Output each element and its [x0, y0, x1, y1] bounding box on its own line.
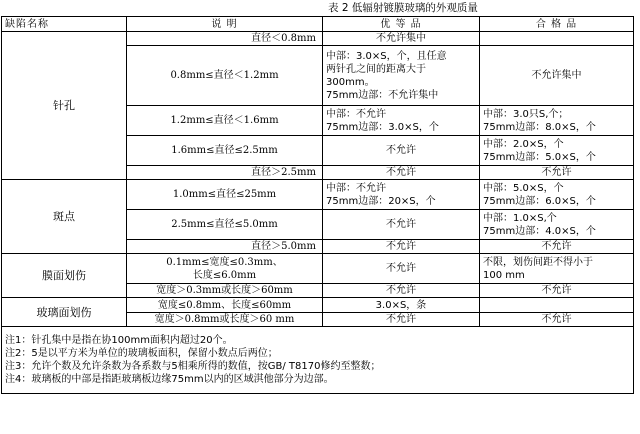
header-qualified: 合 格 品 — [480, 17, 634, 32]
pinhole-superior-2 — [323, 46, 480, 106]
pinhole-superior-1: 不允许集中 — [323, 32, 480, 46]
glass-scratch-qualified-1 — [480, 298, 634, 313]
header-description: 说 明 — [127, 17, 323, 32]
glass-scratch-superior-2: 不允许 — [323, 313, 480, 327]
cell-line: 中部：3.0×S，个，且任意 — [326, 50, 447, 62]
pinhole-desc-3: 1.2mm≤直径＜1.6mm — [127, 106, 323, 136]
table-row — [2, 298, 634, 313]
spot-desc-1: 1.0mm≤直径≤25mm — [127, 180, 323, 210]
spot-superior-3: 不允许 — [323, 240, 480, 254]
note-4: 注4：玻璃板的中部是指距玻璃板边缘75mm以内的区域淇他部分为边部。 — [5, 374, 334, 385]
glass-scratch-desc-1: 宽度≤0.8mm、长度≤60mm — [127, 298, 323, 313]
note-2: 注2：5是以平方米为单位的玻璃板面积，保留小数点后两位； — [5, 348, 278, 359]
cell-line: 75mm边部：4.0×S，个 — [483, 225, 596, 237]
film-scratch-superior-1: 不允许 — [323, 254, 480, 284]
film-scratch-desc-1 — [127, 254, 323, 284]
appearance-quality-table — [1, 16, 634, 394]
table-caption-text: 表 2 低辐射镀膜玻璃的外观质量 — [328, 2, 478, 14]
cell-line: 75mm边部：8.0×S，个 — [483, 121, 596, 133]
spot-superior-1 — [323, 180, 480, 210]
cell-line: 0.1mm≤宽度≤0.3mm、 — [166, 256, 283, 268]
table-row — [2, 180, 634, 210]
pinhole-qualified-3 — [480, 106, 634, 136]
glass-scratch-qualified-2: 不允许 — [480, 313, 634, 327]
film-scratch-superior-2: 不允许 — [323, 284, 480, 298]
pinhole-desc-5: 直径＞2.5mm — [127, 166, 323, 180]
header-row — [2, 17, 634, 32]
notes-row — [2, 327, 634, 394]
cell-line: 中部：5.0×S，个 — [483, 182, 564, 194]
defect-label-spot: 斑点 — [2, 180, 127, 254]
pinhole-desc-2: 0.8mm≤直径＜1.2mm — [127, 46, 323, 106]
pinhole-qualified-4 — [480, 136, 634, 166]
table-caption — [0, 0, 640, 16]
defect-label-glass-scratch: 玻璃面划伤 — [2, 298, 127, 327]
glass-scratch-superior-1: 3.0×S，条 — [323, 298, 480, 313]
note-1: 注1：针孔集中是指在协100mm面积内超过20个。 — [5, 335, 233, 346]
notes-cell — [2, 327, 634, 394]
cell-line: 75mm边部：20×S，个 — [326, 195, 436, 207]
cell-line: 100 mm — [483, 269, 525, 281]
note-3: 注3：允许个数及允许条数为各系数与5相乘所得的数值，按GB/ T8170修约至整数； — [5, 361, 381, 372]
glass-scratch-desc-2: 宽度＞0.8mm或长度＞60 mm — [127, 313, 323, 327]
pinhole-desc-4: 1.6mm≤直径≤2.5mm — [127, 136, 323, 166]
spot-superior-2: 不允许 — [323, 210, 480, 240]
pinhole-superior-5: 不允许 — [323, 166, 480, 180]
defect-label-film-scratch: 膜面划伤 — [2, 254, 127, 298]
cell-line: 中部：不允许 — [326, 182, 386, 194]
film-scratch-qualified-2: 不允许 — [480, 284, 634, 298]
table-row — [2, 254, 634, 284]
spot-qualified-3: 不允许 — [480, 240, 634, 254]
cell-line: 中部：1.0×S,个 — [483, 212, 557, 224]
pinhole-desc-1: 直径＜0.8mm — [127, 32, 323, 46]
spot-desc-3: 直径＞5.0mm — [127, 240, 323, 254]
spot-qualified-2 — [480, 210, 634, 240]
cell-line: 75mm边部：6.0×S，个 — [483, 195, 596, 207]
cell-line: 中部：2.0×S，个 — [483, 138, 564, 150]
cell-line: 75mm边部：5.0×S，个 — [483, 151, 596, 163]
spot-qualified-1 — [480, 180, 634, 210]
header-defect: 缺陷名称 — [2, 17, 127, 32]
defect-label-pinhole: 针孔 — [2, 32, 127, 180]
pinhole-qualified-5: 不允许 — [480, 166, 634, 180]
header-superior: 优 等 品 — [323, 17, 480, 32]
cell-line: 75mm边部：3.0×S，个 — [326, 121, 439, 133]
cell-line: 75mm边部：不允许集中 — [326, 89, 439, 101]
pinhole-qualified-1 — [480, 32, 634, 46]
spot-desc-2: 2.5mm≤直径≤5.0mm — [127, 210, 323, 240]
pinhole-superior-3 — [323, 106, 480, 136]
pinhole-qualified-2: 不允许集中 — [480, 46, 634, 106]
film-scratch-qualified-1 — [480, 254, 634, 284]
cell-line: 中部：不允许 — [326, 108, 386, 120]
cell-line: 两针孔之间的距离大于 — [326, 63, 426, 75]
cell-line: 中部：3.0只S,个； — [483, 108, 569, 120]
cell-line: 300mm。 — [326, 76, 375, 88]
table-row — [2, 32, 634, 46]
cell-line: 长度≤6.0mm — [192, 269, 257, 281]
pinhole-superior-4: 不允许 — [323, 136, 480, 166]
cell-line: 不限，划伤间距不得小于 — [483, 256, 593, 268]
film-scratch-desc-2: 宽度＞0.3mm或长度＞60mm — [127, 284, 323, 298]
